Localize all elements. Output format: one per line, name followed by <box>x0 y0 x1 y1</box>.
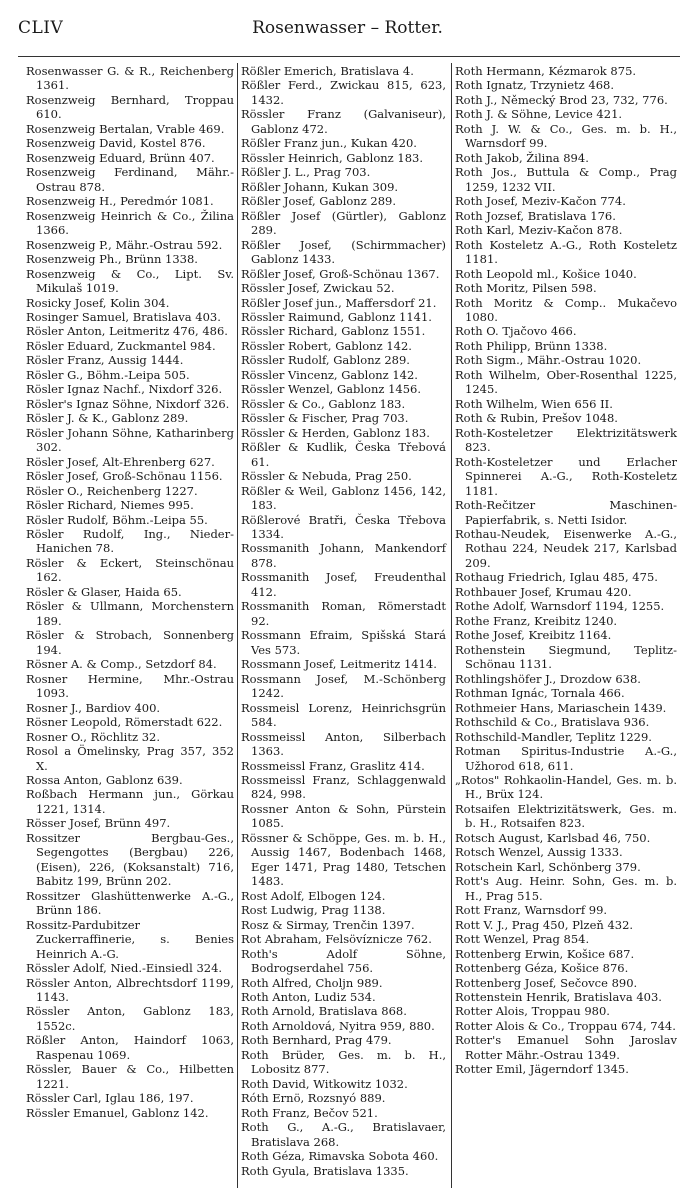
directory-entry: Rösler J. & K., Gablonz 289. <box>26 411 189 426</box>
directory-entry: Rosenzweig David, Kostel 876. <box>26 136 206 151</box>
directory-entry: Rößlerové Bratři, Česka Třebova 1334. <box>241 512 446 541</box>
directory-entry: Roth Anton, Ludiz 534. <box>241 990 376 1004</box>
directory-entry: Rösler Eduard, Zuckmantel 984. <box>26 338 216 353</box>
directory-entry: Rossmeisl Lorenz, Heinrichsgrün 584. <box>241 700 446 730</box>
directory-entry: Rost Adolf, Elbogen 124. <box>241 888 386 903</box>
directory-entry: Rosz & Sirmay, Trenčin 1397. <box>241 917 415 932</box>
column-2 <box>241 64 446 1178</box>
directory-entry: Rosenzweig H., Peredmór 1081. <box>26 194 214 209</box>
directory-entry: Rotter Alois & Co., Troppau 674, 744. <box>455 1018 676 1033</box>
directory-entry: Rößler Josef, Gablonz 289. <box>241 194 397 209</box>
directory-entry: Roth Wilhelm, Wien 656 II. <box>455 396 613 411</box>
directory-entry: Rotman Spiritus-Industrie A.-G., Užhorod 618, 611. <box>455 744 677 773</box>
directory-entry: Rösser Josef, Brünn 497. <box>26 816 171 831</box>
column-divider <box>451 63 452 1188</box>
directory-entry: Rothe Josef, Kreibitz 1164. <box>455 628 612 643</box>
directory-entry: Rössler & Fischer, Prag 703. <box>241 411 409 426</box>
directory-entry: Roth Gyula, Bratislava 1335. <box>241 1163 409 1178</box>
column-1 <box>26 64 234 1120</box>
directory-entry: Rösler O., Reichenberg 1227. <box>26 483 198 498</box>
directory-entry: Rothau-Neudek, Eisenwerke A.-G., Rothau 224, Neudek 217, Karlsbad 209. <box>455 527 677 570</box>
directory-entry: Rosenzweig Bertalan, Vrable 469. <box>26 121 225 136</box>
directory-entry: Rosenzweig Ph., Brünn 1338. <box>26 252 198 267</box>
directory-entry: Rotter Alois, Troppau 980. <box>455 1004 610 1019</box>
directory-entry: Rosner J., Bardiov 400. <box>26 700 161 715</box>
directory-entry: Rössler Rudolf, Gablonz 289. <box>241 353 410 368</box>
directory-entry: Rothaug Friedrich, Iglau 485, 475. <box>455 570 658 585</box>
directory-entry: Roßbach Hermann jun., Görkau 1221, 1314. <box>26 787 234 816</box>
directory-entry: Rößler & Kudlik, Česka Třebová 61. <box>241 440 446 469</box>
directory-entry: Roth Jozsef, Bratislava 176. <box>455 208 616 223</box>
directory-entry: Rossitz-Pardubitzer Zuckerraffinerie, s. Benies Heinrich A.-G. <box>26 917 234 961</box>
directory-entry: Rottenberg Erwin, Košice 687. <box>455 946 635 961</box>
directory-entry: Rösler & Ullmann, Morchenstern 189. <box>26 599 234 628</box>
directory-entry: Rossmeissl Franz, Graslitz 414. <box>241 758 425 773</box>
directory-entry: Rotsaifen Elektrizitätswerk, Ges. m. b. H., Rotsaifen 823. <box>455 801 677 831</box>
directory-entry: Rossitzer Bergbau-Ges., Segengottes (Bergbau) 226, (Eisen), 226, (Koksanstalt) 716, Babitz 199, Brünn 202. <box>26 830 234 889</box>
directory-entry: Rösler & Strobach, Sonnenberg 194. <box>26 628 234 657</box>
directory-entry: Rösler's Ignaz Söhne, Nixdorf 326. <box>26 396 230 411</box>
directory-entry: Rosinger Samuel, Bratislava 403. <box>26 309 221 324</box>
directory-entry: Rössler, Bauer & Co., Hilbetten 1221. <box>26 1062 234 1091</box>
directory-entry: Rothman Ignác, Tornala 466. <box>455 686 625 701</box>
directory-entry: Roth Arnoldová, Nyitra 959, 880. <box>241 1018 435 1033</box>
directory-entry: Roth-Kosteletzer Elektrizitätswerk 823. <box>455 425 677 455</box>
directory-entry: Rösner A. & Comp., Setzdorf 84. <box>26 657 217 672</box>
directory-entry: Roth J., Německý Brod 23, 732, 776. <box>455 92 668 107</box>
directory-entry: Rössler & Nebuda, Prag 250. <box>241 469 412 484</box>
directory-entry: Rössler Emanuel, Gablonz 142. <box>26 1105 209 1120</box>
directory-entry: Rosenzweig Bernhard, Troppau 610. <box>26 92 234 122</box>
directory-entry: Rösler Rudolf, Ing., Nieder-Hanichen 78. <box>26 527 234 556</box>
directory-entry: Rothenstein Siegmund, Teplitz-Schönau 1131. <box>455 642 677 672</box>
directory-entry: Roth & Rubin, Prešov 1048. <box>455 411 618 426</box>
directory-entry: Rott V. J., Prag 450, Plzeň 432. <box>455 917 634 932</box>
directory-entry: Roth Moritz, Pilsen 598. <box>455 281 597 296</box>
directory-entry: Roth J. & Söhne, Levice 421. <box>455 107 623 122</box>
directory-entry: Roth Géza, Rimavska Sobota 460. <box>241 1149 439 1164</box>
directory-entry: Rössler Anton, Albrechtsdorf 1199, 1143. <box>26 975 234 1004</box>
directory-entry: Róth Ernö, Rozsnyó 889. <box>241 1091 386 1106</box>
directory-entry: Roth J. W. & Co., Ges. m. b. H., Warnsdorf 99. <box>455 121 677 151</box>
directory-entry: Rösler Johann Söhne, Katharinberg 302. <box>26 425 234 455</box>
directory-entry: Rotsch August, Karlsbad 46, 750. <box>455 830 651 845</box>
directory-entry: Roth G., A.-G., Bratislavaer, Bratislava 268. <box>241 1120 446 1149</box>
directory-entry: Rößler Franz jun., Kukan 420. <box>241 136 417 151</box>
directory-entry: Rößler Emerich, Bratislava 4. <box>241 64 414 78</box>
directory-entry: Rössler Carl, Iglau 186, 197. <box>26 1091 194 1106</box>
directory-entry: Rösler Josef, Alt-Ehrenberg 627. <box>26 454 215 469</box>
directory-entry: Roth Hermann, Kézmarok 875. <box>455 64 637 78</box>
directory-entry: Rott's Aug. Heinr. Sohn, Ges. m. b. H., Prag 515. <box>455 874 677 903</box>
directory-entry: Rößler Anton, Haindorf 1063, Raspenau 1069. <box>26 1033 234 1062</box>
directory-entry: Rotsch Wenzel, Aussig 1333. <box>455 845 623 860</box>
directory-entry: Roth Ignatz, Trzynietz 468. <box>455 78 614 93</box>
directory-entry: Rossner Anton & Sohn, Pürstein 1085. <box>241 801 446 831</box>
directory-entry: Rothmeier Hans, Mariaschein 1439. <box>455 700 667 715</box>
directory-entry: Roth Moritz & Comp.. Mukačevo 1080. <box>455 295 677 324</box>
directory-entry: Rösler Franz, Aussig 1444. <box>26 353 184 368</box>
directory-entry: Rothbauer Josef, Krumau 420. <box>455 584 632 599</box>
directory-entry: Roth Kosteletz A.-G., Roth Kosteletz 1181. <box>455 237 677 267</box>
directory-entry: Rössler Vincenz, Gablonz 142. <box>241 367 418 382</box>
directory-entry: Rossitzer Glashüttenwerke A.-G., Brünn 186. <box>26 888 234 918</box>
directory-entry: Roth Arnold, Bratislava 868. <box>241 1004 407 1019</box>
directory-entry: Rot Abraham, Felsövíznicze 762. <box>241 932 432 947</box>
directory-entry: Roth Wilhelm, Ober-Rosenthal 1225, 1245. <box>455 367 677 397</box>
directory-entry: Roth Leopold ml., Košice 1040. <box>455 266 637 281</box>
directory-entry: Rosner O., Röchlitz 32. <box>26 729 160 744</box>
directory-entry: Rößler & Weil, Gablonz 1456, 142, 183. <box>241 483 446 513</box>
directory-entry: Rosicky Josef, Kolin 304. <box>26 295 170 310</box>
directory-entry: Rössler & Herden, Gablonz 183. <box>241 425 430 440</box>
directory-entry: Rößler J. L., Prag 703. <box>241 165 371 180</box>
directory-entry: Rössler Robert, Gablonz 142. <box>241 338 412 353</box>
directory-entry: Rossmann Josef, M.-Schönberg 1242. <box>241 671 446 701</box>
directory-entry: Rössler Wenzel, Gablonz 1456. <box>241 382 422 397</box>
directory-entry: „Rotos" Rohkaolin-Handel, Ges. m. b. H., Brüx 124. <box>455 772 677 802</box>
page-number: CLIV <box>18 18 64 38</box>
header-rule <box>18 56 680 57</box>
directory-entry: Rosenzweig Ferdinand, Mähr.-Ostrau 878. <box>26 165 234 194</box>
directory-entry: Rössler Franz (Galvaniseur), Gablonz 472. <box>241 107 446 136</box>
directory-entry: Roth Sigm., Mähr.-Ostrau 1020. <box>455 353 642 368</box>
directory-entry: Rottenberg Géza, Košice 876. <box>455 961 629 976</box>
directory-entry: Rössler & Co., Gablonz 183. <box>241 396 406 411</box>
directory-entry: Rösler & Eckert, Steinschönau 162. <box>26 555 234 585</box>
directory-entry: Rösner Leopold, Römerstadt 622. <box>26 715 223 730</box>
directory-entry: Roth O. Tjačovo 466. <box>455 324 577 339</box>
directory-entry: Rößler Ferd., Zwickau 815, 623, 1432. <box>241 78 446 107</box>
directory-entry: Rothschild-Mandler, Teplitz 1229. <box>455 729 652 744</box>
directory-entry: Rösler & Glaser, Haida 65. <box>26 584 182 599</box>
directory-entry: Rossmann Josef, Leitmeritz 1414. <box>241 657 437 672</box>
directory-entry: Rossa Anton, Gablonz 639. <box>26 772 183 787</box>
directory-entry: Roth Jos., Buttula & Comp., Prag 1259, 1232 VII. <box>455 165 677 194</box>
directory-entry: Rösler Richard, Niemes 995. <box>26 498 194 513</box>
directory-entry: Rösler Josef, Groß-Schönau 1156. <box>26 469 223 484</box>
directory-entry: Rösler Rudolf, Böhm.-Leipa 55. <box>26 512 208 527</box>
directory-entry: Rossmanith Roman, Römerstadt 92. <box>241 599 446 628</box>
directory-entry: Roth Alfred, Choljn 989. <box>241 975 383 990</box>
page-header <box>0 18 695 42</box>
directory-entry: Rosenzweig P., Mähr.-Ostrau 592. <box>26 237 223 252</box>
directory-entry: Rössler Josef, Zwickau 52. <box>241 281 395 296</box>
directory-entry: Rotter's Emanuel Sohn Jaroslav Rotter Mähr.-Ostrau 1349. <box>455 1033 677 1062</box>
column-divider <box>237 63 238 1188</box>
directory-entry: Roth Jakob, Žilina 894. <box>455 150 589 165</box>
directory-entry: Rosenzweig Eduard, Brünn 407. <box>26 150 215 165</box>
directory-entry: Roth Karl, Meziv-Kačon 878. <box>455 223 623 238</box>
directory-entry: Rößler Johann, Kukan 309. <box>241 179 399 194</box>
directory-entry: Rottenstein Henrik, Bratislava 403. <box>455 990 662 1004</box>
directory-entry: Rosol a Ömelinsky, Prag 357, 352 X. <box>26 744 234 773</box>
directory-entry: Rössler Raimund, Gablonz 1141. <box>241 309 432 324</box>
directory-entry: Rott Wenzel, Prag 854. <box>455 932 590 947</box>
directory-entry: Rosenwasser G. & R., Reichenberg 1361. <box>26 64 234 93</box>
directory-entry: Rößler Josef, Groß-Schönau 1367. <box>241 266 440 281</box>
directory-entry: Rössler Anton, Gablonz 183, 1552c. <box>26 1004 234 1033</box>
directory-entry: Rothschild & Co., Bratislava 936. <box>455 715 650 730</box>
directory-entry: Rott Franz, Warnsdorf 99. <box>455 903 608 918</box>
directory-entry: Rößler Josef (Gürtler), Gablonz 289. <box>241 208 446 238</box>
column-3 <box>455 64 677 1077</box>
directory-entry: Roth-Kosteletzer und Erlacher Spinnerei A.-G., Roth-Kosteletz 1181. <box>455 454 677 498</box>
directory-entry: Rößler Josef jun., Maffersdorf 21. <box>241 295 437 310</box>
directory-entry: Rosenzweig Heinrich & Co., Žilina 1366. <box>26 208 234 238</box>
page-title: Rosenwasser – Rotter. <box>252 18 443 38</box>
directory-entry: Rottenberg Josef, Sečovce 890. <box>455 975 638 990</box>
directory-entry: Rothe Franz, Kreibitz 1240. <box>455 613 618 628</box>
directory-entry: Roth Josef, Meziv-Kačon 774. <box>455 194 626 209</box>
directory-entry: Rothlingshöfer J., Drozdow 638. <box>455 671 641 686</box>
directory-entry: Rotschein Karl, Schönberg 379. <box>455 859 641 874</box>
directory-entry: Rossmann Efraim, Spišská Stará Ves 573. <box>241 628 446 657</box>
directory-entry: Rossmanith Johann, Mankendorf 878. <box>241 541 446 570</box>
directory-entry: Rossmeissl Anton, Silberbach 1363. <box>241 729 446 759</box>
directory-entry: Rösler Ignaz Nachf., Nixdorf 326. <box>26 382 223 397</box>
directory-entry: Rosenzweig & Co., Lipt. Sv. Mikulaš 1019. <box>26 266 234 296</box>
directory-entry: Rössler Richard, Gablonz 1551. <box>241 324 426 339</box>
directory-entry: Rossmeissl Franz, Schlaggenwald 824, 998. <box>241 772 446 802</box>
directory-entry: Rotter Emil, Jägerndorf 1345. <box>455 1062 629 1077</box>
directory-entry: Rost Ludwig, Prag 1138. <box>241 903 386 918</box>
directory-entry: Roth-Rečitzer Maschinen-Papierfabrik, s. Netti Isidor. <box>455 498 677 527</box>
directory-entry: Roth Franz, Bečov 521. <box>241 1105 378 1120</box>
directory-entry: Rössler Adolf, Nied.-Einsiedl 324. <box>26 961 223 976</box>
directory-entry: Roth David, Witkowitz 1032. <box>241 1076 408 1091</box>
directory-entry: Roth's Adolf Söhne, Bodrogserdahel 756. <box>241 946 446 976</box>
directory-entry: Rossmanith Josef, Freudenthal 412. <box>241 570 446 599</box>
directory-entry: Rössner & Schöppe, Ges. m. b. H., Aussig 1467, Bodenbach 1468, Eger 1471, Prag 1480, Tetschen 1483. <box>241 830 446 889</box>
directory-entry: Roth Philipp, Brünn 1338. <box>455 338 608 353</box>
directory-entry: Rothe Adolf, Warnsdorf 1194, 1255. <box>455 599 665 614</box>
directory-entry: Rösler Anton, Leitmeritz 476, 486. <box>26 324 228 339</box>
directory-entry: Rössler Heinrich, Gablonz 183. <box>241 150 424 165</box>
directory-entry: Roth Bernhard, Prag 479. <box>241 1033 392 1048</box>
directory-entry: Rösler G., Böhm.-Leipa 505. <box>26 367 190 382</box>
directory-entry: Roth Brüder, Ges. m. b. H., Lobositz 877. <box>241 1047 446 1077</box>
directory-entry: Rößler Josef, (Schirmmacher) Gablonz 1433. <box>241 237 446 267</box>
directory-entry: Rosner Hermine, Mhr.-Ostrau 1093. <box>26 671 234 701</box>
